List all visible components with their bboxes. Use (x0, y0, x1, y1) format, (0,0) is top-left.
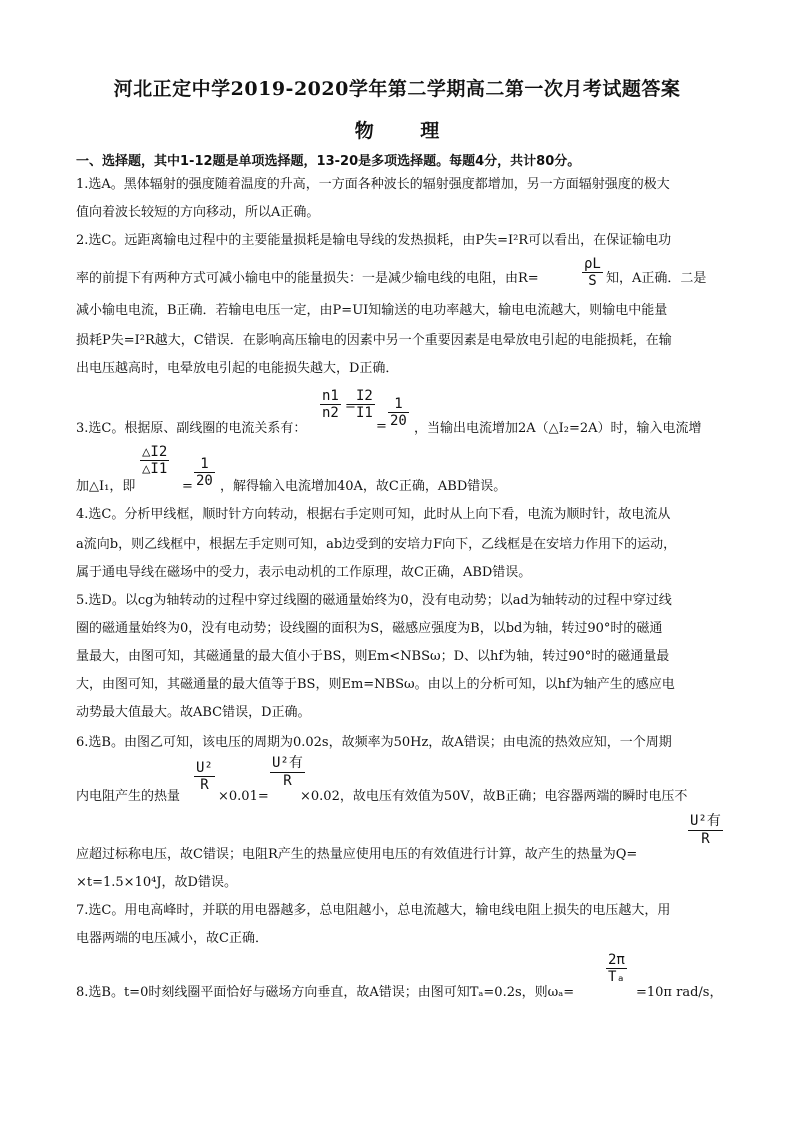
q4-line1: 4.选C。分析甲线框，顺时针方向转动，根据右手定则可知，此时从上向下看，电流为顺时针，故电流从 (76, 507, 671, 522)
q2-line4: 损耗P失=I²R越大，C错误．在影响高压输电的因素中另一个重要因素是电晕放电引起的电能损耗，在输 (76, 333, 672, 348)
q6-frac-heat3: U²有 R (690, 813, 721, 847)
q6-frac-heat2: U²有 R (272, 755, 303, 789)
q5-line1: 5.选D。以cg为轴转动的过程中穿过线圈的磁通量始终为0，没有电动势；以ad为轴转动的过程中穿过线 (76, 593, 672, 608)
q1-line1: 1.选A。黑体辐射的强度随着温度的升高，一方面各种波长的辐射强度都增加，另一方面辐射强度的极大 (76, 177, 670, 192)
q7-line2: 电器两端的电压减小，故C正确． (76, 931, 268, 946)
q7-line1: 7.选C。用电高峰时，并联的用电器越多，总电阻越小，总电流越大，输电线电阻上损失的电压越大，用 (76, 903, 671, 918)
q2-fraction (582, 256, 603, 289)
q3-line2a: 加△I₁，即 (76, 479, 136, 494)
q4-line3: 属于通电导线在磁场中的受力，表示电动机的工作原理，故C正确，ABD错误。 (76, 565, 532, 580)
q3-line2b: ，解得输入电流增加40A，故C正确，ABD错误。 (220, 479, 507, 494)
q5-line4: 大，由图可知，其磁通量的最大值等于BS，则Em=NBSω。由以上的分析可知，以hf为轴产生的感应电 (76, 677, 675, 692)
q6-frac-heat1: $\frac{\text{U²}}{R}$ (196, 760, 213, 793)
q3-line1a: 3.选C。根据原、副线圈的电流关系有： (76, 421, 307, 436)
q6-line4: ×t=1.5×10⁴J，故D错误。 (76, 875, 237, 890)
q8-frac-omega: $\frac{2\pi}{\text{Tₐ}}$ (608, 952, 625, 985)
q1-line2: 值向着波长较短的方向移动，所以A正确。 (76, 205, 320, 220)
q6-line1: 6.选B。由图乙可知，该电压的周期为0.02s，故频率为50Hz，故A错误；由电流的热效应知，一个周期 (76, 735, 672, 750)
q5-line2: 圈的磁通量始终为0，没有电动势；设线圈的面积为S，磁感应强度为B，以bd为轴，转过90°时的磁通 (76, 621, 663, 636)
q8-line1a: 8.选B。t=0时刻线圈平面恰好与磁场方向垂直，故A错误；由图可知Tₐ=0.2s，则ωₐ= (76, 985, 575, 1000)
subject-heading: 物 理 (354, 120, 440, 142)
q2-line5: 出电压越高时，电晕放电引起的电能损失越大，D正确． (76, 361, 399, 376)
q3-frac-n: $\frac{n1}{n2}$ (322, 388, 339, 421)
q3-frac-ratio2: $\frac{1}{20}$ (196, 456, 213, 489)
q2-line2b: 知，A正确．二是 (606, 271, 707, 286)
section-heading: 一、选择题，其中1-12题是单项选择题，13-20是多项选择题。每题4分，共计80分。 (76, 154, 581, 169)
q2-line2a: 率的前提下有两种方式可减小输电中的能量损失：一是减少输电线的电阻，由R= (76, 271, 539, 286)
q5-line5: 动势最大值最大。故ABC错误，D正确。 (76, 705, 311, 720)
page-title: 河北正定中学2019-2020学年第二学期高二第一次月考试题答案 (113, 78, 681, 100)
q4-line2: a流向b，则乙线框中，根据左手定则可知，ab边受到的安培力F向下，乙线框是在安培力作用下的运动， (76, 537, 677, 552)
q5-line3: 量最大，由图可知，其磁通量的最大值小于BS，则Em<NBSω；D、以hf为轴，转过90°时的磁通量最 (76, 649, 670, 664)
q6-line2c: ×0.02，故电压有效值为50V，故B正确；电容器两端的瞬时电压不 (300, 789, 688, 804)
q3-line1b: ，当输出电流增加2A（△I₂=2A）时，输入电流增 (414, 421, 702, 436)
q2-frac-den: S (582, 272, 603, 289)
q6-line3: 应超过标称电压，故C错误；电阻R产生的热量应使用电压的有效值进行计算，故产生的热量为Q= (76, 847, 638, 862)
q3-frac-delta: $\frac{\triangle I2}{\triangle I1}$ (142, 444, 168, 477)
q6-line2b: ×0.01= (218, 789, 269, 804)
q8-line1b: =10π rad/s， (636, 985, 723, 1000)
q3-frac-ratio: $\frac{1}{20}$ (390, 396, 407, 429)
q2-frac-num: ρL (584, 256, 601, 272)
q2-line1: 2.选C。远距离输电过程中的主要能量损耗是输电导线的发热损耗，由P失=I²R可以看出，在保证输电功 (76, 233, 672, 248)
q6-line2a: 内电阻产生的热量 (76, 789, 181, 804)
q3-frac-i: $\frac{I2}{I1}$ (356, 388, 373, 421)
q2-line3: 减小输电电流，B正确．若输电电压一定，由P=UI知输送的电功率越大，输电电流越大，则输电中能量 (76, 303, 668, 318)
